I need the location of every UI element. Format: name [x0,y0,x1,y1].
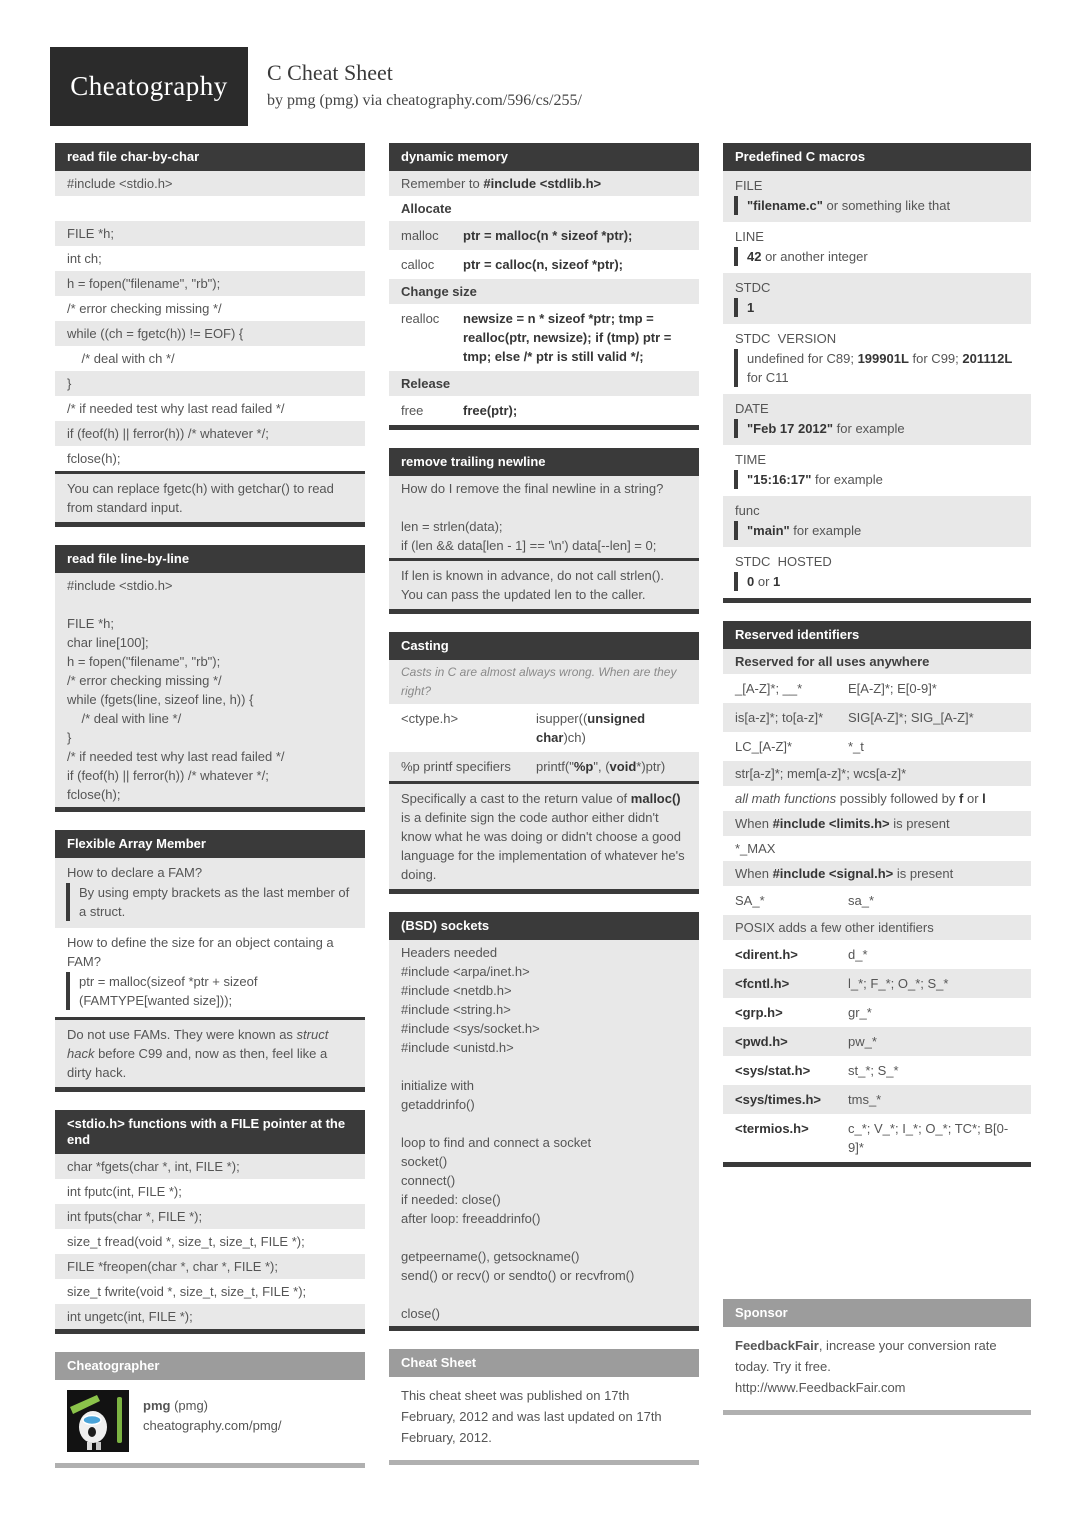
code-line: close() [401,1306,441,1321]
two-col-row [723,1085,1031,1114]
code-line: Headers needed [401,945,498,960]
row-label: LC_[A-Z]* [735,739,793,754]
row-label: <ctype.h> [401,711,459,726]
row-label: <sys/times.h> [735,1092,821,1107]
section-header: Reserved identifiers [723,621,1031,649]
text-row: When #include <signal.h> is present [723,861,1031,886]
code-line: fclose(h); [67,787,121,802]
column-middle [389,143,699,1445]
code-row [55,1179,365,1204]
row-label: <grp.h> [735,1005,783,1020]
code-line: socket() [401,1154,448,1169]
code-line: send() or recv() or sendto() or recvfrom() [401,1268,635,1283]
row-value: sa_* [848,893,875,908]
code-line: /* deal with line */ [67,711,182,726]
two-col-row [389,221,699,250]
code-line: /* error checking missing */ [67,673,222,688]
code-row [389,476,699,558]
code-row [55,296,365,321]
code-line: #include <sys/socket.h> [401,1021,540,1036]
row-label: SA_* [735,893,765,908]
text-row: str[a-z]*; mem[a-z]*; wcs[a-z]* [723,761,1031,786]
row-label: <dirent.h> [735,947,798,962]
code-line: char *fgets(char *, int, FILE *); [67,1159,240,1174]
qa-quote: 1 [734,298,1019,317]
row-label: <fcntl.h> [735,976,790,991]
code-row [389,940,699,1326]
qa-row [723,496,1031,547]
qa-row [723,394,1031,445]
code-row [55,171,365,196]
section-cheatographer [55,1352,365,1468]
code-line: #include <arpa/inet.h> [401,964,530,979]
row-value: gr_* [848,1005,872,1020]
two-col-row [723,1056,1031,1085]
two-col-row [389,304,699,371]
code-row [55,421,365,446]
qa-quote: undefined for C89; 199901L for C99; 201112L for C11 [734,349,1019,387]
qa-row [55,928,365,1017]
row-value: ptr = calloc(n, sizeof *ptr); [463,257,623,272]
section-body [389,476,699,614]
italic-note-row: Casts in C are almost always wrong. When are they right? [389,660,699,704]
code-line: } [67,730,72,745]
text-row: *_MAX [723,836,1031,861]
section-body [723,1327,1031,1415]
qa-term: LINE [735,229,764,244]
code-line: if needed: close() [401,1192,501,1207]
qa-row [723,547,1031,598]
code-line: } [67,376,72,391]
code-line: FILE *h; [67,616,114,631]
code-row [55,196,365,221]
code-line: size_t fwrite(void *, size_t, size_t, FILE *); [67,1284,307,1299]
text-row: When #include <limits.h> is present [723,811,1031,836]
note-row: Specifically a cast to the return value of malloc() is a definite sign the code author either didn't know what he was doing or didn't choose a good language for the implementation of whatever he's doing. [389,781,699,889]
two-col-row [723,703,1031,732]
section-body [389,1377,699,1465]
code-row [55,1154,365,1179]
code-line: len = strlen(data); [401,519,503,534]
row-value: E[A-Z]*; E[0-9]* [848,681,937,696]
code-line: h = fopen("filename", "rb"); [67,654,221,669]
code-line: char line[100]; [67,635,149,650]
code-line: initialize with [401,1078,474,1093]
note-row: You can replace fgetc(h) with getchar() to read from standard input. [55,471,365,522]
code-line: int fputs(char *, FILE *); [67,1209,203,1224]
section-sponsor [723,1299,1031,1415]
code-line: #include <stdio.h> [67,578,173,593]
section-body [389,660,699,894]
code-line: #include <string.h> [401,1002,511,1017]
section-header: read file line-by-line [55,545,365,573]
code-line: #include <unistd.h> [401,1040,514,1055]
code-line: /* if needed test why last read failed */ [67,401,285,416]
two-col-row [723,732,1031,761]
section-cheat-sheet [389,1349,699,1465]
row-value: printf("%p", (void*)ptr) [536,759,666,774]
row-value: pw_* [848,1034,877,1049]
qa-quote: 0 or 1 [734,572,1019,591]
code-row [55,573,365,807]
code-line: /* deal with ch */ [67,351,175,366]
columns [0,126,1083,1445]
section-body [389,171,699,430]
row-value: SIG[A-Z]*; SIG_[A-Z]* [848,710,974,725]
qa-term: How to declare a FAM? [67,865,203,880]
two-col-row [389,704,699,752]
section-stdio-h-functions-with-a-file-pointer-at-the-end [55,1110,365,1334]
code-line [67,595,353,614]
code-line: if (feof(h) || ferror(h)) /* whatever */; [67,768,269,783]
text-row: Remember to #include <stdlib.h> [389,171,699,196]
code-line [401,1114,687,1133]
profile-info [143,1390,282,1452]
code-row [55,321,365,346]
subheader-row: Allocate [389,196,699,221]
section-header: Cheatographer [55,1352,365,1380]
row-value: st_*; S_* [848,1063,899,1078]
qa-quote: 42 or another integer [734,247,1019,266]
section-header: (BSD) sockets [389,912,699,940]
row-value: isupper((unsigned char)ch) [536,711,646,745]
row-label: realloc [401,311,440,326]
row-value: *_t [848,739,864,754]
code-row [55,246,365,271]
code-line: getaddrinfo() [401,1097,475,1112]
qa-row [723,222,1031,273]
profile-name: pmg (pmg) [143,1398,209,1413]
row-label: is[a-z]*; to[a-z]* [735,710,824,725]
section-read-file-char-by-char [55,143,365,527]
column-left [55,143,365,1433]
sponsor-link[interactable]: http://www.FeedbackFair.com [735,1380,906,1395]
code-line: if (len && data[len - 1] == '\n') data[--len] = 0; [401,538,657,553]
avatar [67,1390,129,1452]
code-row [55,1254,365,1279]
code-line: How do I remove the final newline in a string? [401,481,664,496]
row-value: d_* [848,947,868,962]
code-line: loop to find and connect a socket [401,1135,592,1150]
meta-text: FeedbackFair, increase your conversion rate today. Try it free. [735,1338,997,1374]
code-line: int fputc(int, FILE *); [67,1184,182,1199]
two-col-row [389,752,699,781]
subheader-row: Release [389,371,699,396]
code-line [401,1228,687,1247]
profile-link[interactable]: cheatography.com/pmg/ [143,1418,282,1433]
section-dynamic-memory [389,143,699,430]
meta-text: This cheat sheet was published on 17th February, 2012 and was last updated on 17th February, 2012. [401,1388,662,1445]
code-row [55,371,365,396]
qa-row [723,445,1031,496]
subheader-row: Reserved for all uses anywhere [723,649,1031,674]
two-col-row [723,674,1031,703]
subheader-row: Change size [389,279,699,304]
code-line [67,199,353,218]
row-label: %p printf specifiers [401,759,511,774]
section-body [55,171,365,527]
qa-quote: ptr = malloc(sizeof *ptr + sizeof (FAMTYPE[wanted size])); [66,972,353,1010]
section-predefined-c-macros [723,143,1031,603]
text-row: all math functions possibly followed by f or l [723,786,1031,811]
section-flexible-array-member [55,830,365,1092]
section-body [55,573,365,812]
code-line [401,1285,687,1304]
qa-term: STDC HOSTED [735,554,832,569]
section-body [55,858,365,1092]
code-line: FILE *h; [67,226,114,241]
row-label: malloc [401,228,439,243]
row-value: free(ptr); [463,403,518,418]
column-right [723,143,1031,1415]
row-value: newsize = n * sizeof *ptr; tmp = realloc(ptr, newsize); if (tmp) ptr = tmp; else /* ptr is still valid */; [463,311,672,364]
two-col-row [723,998,1031,1027]
code-row [55,221,365,246]
code-line: getpeername(), getsockname() [401,1249,580,1264]
code-line: int ungetc(int, FILE *); [67,1309,193,1324]
text-row: POSIX adds a few other identifiers [723,915,1031,940]
two-col-row [723,940,1031,969]
row-value: l_*; F_*; O_*; S_* [848,976,949,991]
qa-quote: By using empty brackets as the last member of a struct. [66,883,353,921]
section-casting [389,632,699,894]
note-row: If len is known in advance, do not call strlen(). You can pass the updated len to the caller. [389,558,699,609]
section-body [55,1380,365,1468]
qa-row [55,858,365,928]
code-row [55,1279,365,1304]
section-header: <stdio.h> functions with a FILE pointer at the end [55,1110,365,1154]
qa-row [723,273,1031,324]
row-label: <termios.h> [735,1121,809,1136]
code-line: connect() [401,1173,456,1188]
section-header: Predefined C macros [723,143,1031,171]
code-line: int ch; [67,251,102,266]
qa-term: How to define the size for an object containg a FAM? [67,935,334,969]
byline: by pmg (pmg) via cheatography.com/596/cs/255/ [267,92,582,109]
code-line: while ((ch = fgetc(h)) != EOF) { [67,326,244,341]
section-body [389,940,699,1331]
row-value: tms_* [848,1092,882,1107]
code-row [55,271,365,296]
row-label: _[A-Z]*; __* [735,681,803,696]
row-label: <sys/stat.h> [735,1063,811,1078]
code-line: size_t fread(void *, size_t, size_t, FILE *); [67,1234,305,1249]
code-row [55,1204,365,1229]
note-row: Do not use FAMs. They were known as struct hack before C99 and, now as then, feel like a dirty hack. [55,1017,365,1087]
code-line [401,498,687,517]
code-line [401,1057,687,1076]
section-header: Flexible Array Member [55,830,365,858]
qa-quote: "filename.c" or something like that [734,196,1019,215]
code-line: if (feof(h) || ferror(h)) /* whatever */; [67,426,269,441]
cheatography-logo: Cheatography [50,47,248,126]
section-remove-trailing-newline [389,448,699,614]
qa-term: DATE [735,401,769,416]
row-label: <pwd.h> [735,1034,788,1049]
profile-row [55,1380,365,1462]
section-body [55,1154,365,1334]
section-body [723,171,1031,603]
code-row [55,446,365,471]
code-line: /* if needed test why last read failed */ [67,749,285,764]
qa-quote: "Feb 17 2012" for example [734,419,1019,438]
two-col-row [723,969,1031,998]
section-body [723,649,1031,1167]
code-line: #include <netdb.h> [401,983,512,998]
two-col-row [389,250,699,279]
code-line: FILE *freopen(char *, char *, FILE *); [67,1259,278,1274]
section-header: read file char-by-char [55,143,365,171]
section-bsd-sockets [389,912,699,1331]
section-header: Sponsor [723,1299,1031,1327]
code-row [55,1229,365,1254]
code-row [55,396,365,421]
section-header: Cheat Sheet [389,1349,699,1377]
qa-row [723,171,1031,222]
title-block [267,47,582,126]
section-header: dynamic memory [389,143,699,171]
qa-term: STDC VERSION [735,331,837,346]
two-col-row [389,396,699,425]
qa-term: func [735,503,760,518]
row-value: ptr = malloc(n * sizeof *ptr); [463,228,633,243]
section-read-file-line-by-line [55,545,365,812]
qa-term: FILE [735,178,763,193]
qa-quote: "main" for example [734,521,1019,540]
qa-row [723,324,1031,394]
code-row [55,346,365,371]
page-header [0,0,1083,126]
code-line: after loop: freeaddrinfo() [401,1211,541,1226]
code-line: h = fopen("filename", "rb"); [67,276,221,291]
row-label: calloc [401,257,435,272]
two-col-row [723,1114,1031,1162]
code-line: fclose(h); [67,451,121,466]
row-value: c_*; V_*; I_*; O_*; TC*; B[0-9]* [848,1121,1009,1155]
qa-term: STDC [735,280,771,295]
two-col-row [723,886,1031,915]
code-line: while (fgets(line, sizeof line, h)) { [67,692,254,707]
two-col-row [723,1027,1031,1056]
code-row [55,1304,365,1329]
qa-term: TIME [735,452,767,467]
page-title: C Cheat Sheet [267,60,393,85]
section-header: Casting [389,632,699,660]
section-reserved-identifiers [723,621,1031,1167]
code-line: #include <stdio.h> [67,176,173,191]
section-header: remove trailing newline [389,448,699,476]
qa-quote: "15:16:17" for example [734,470,1019,489]
code-line: /* error checking missing */ [67,301,222,316]
row-label: free [401,403,424,418]
